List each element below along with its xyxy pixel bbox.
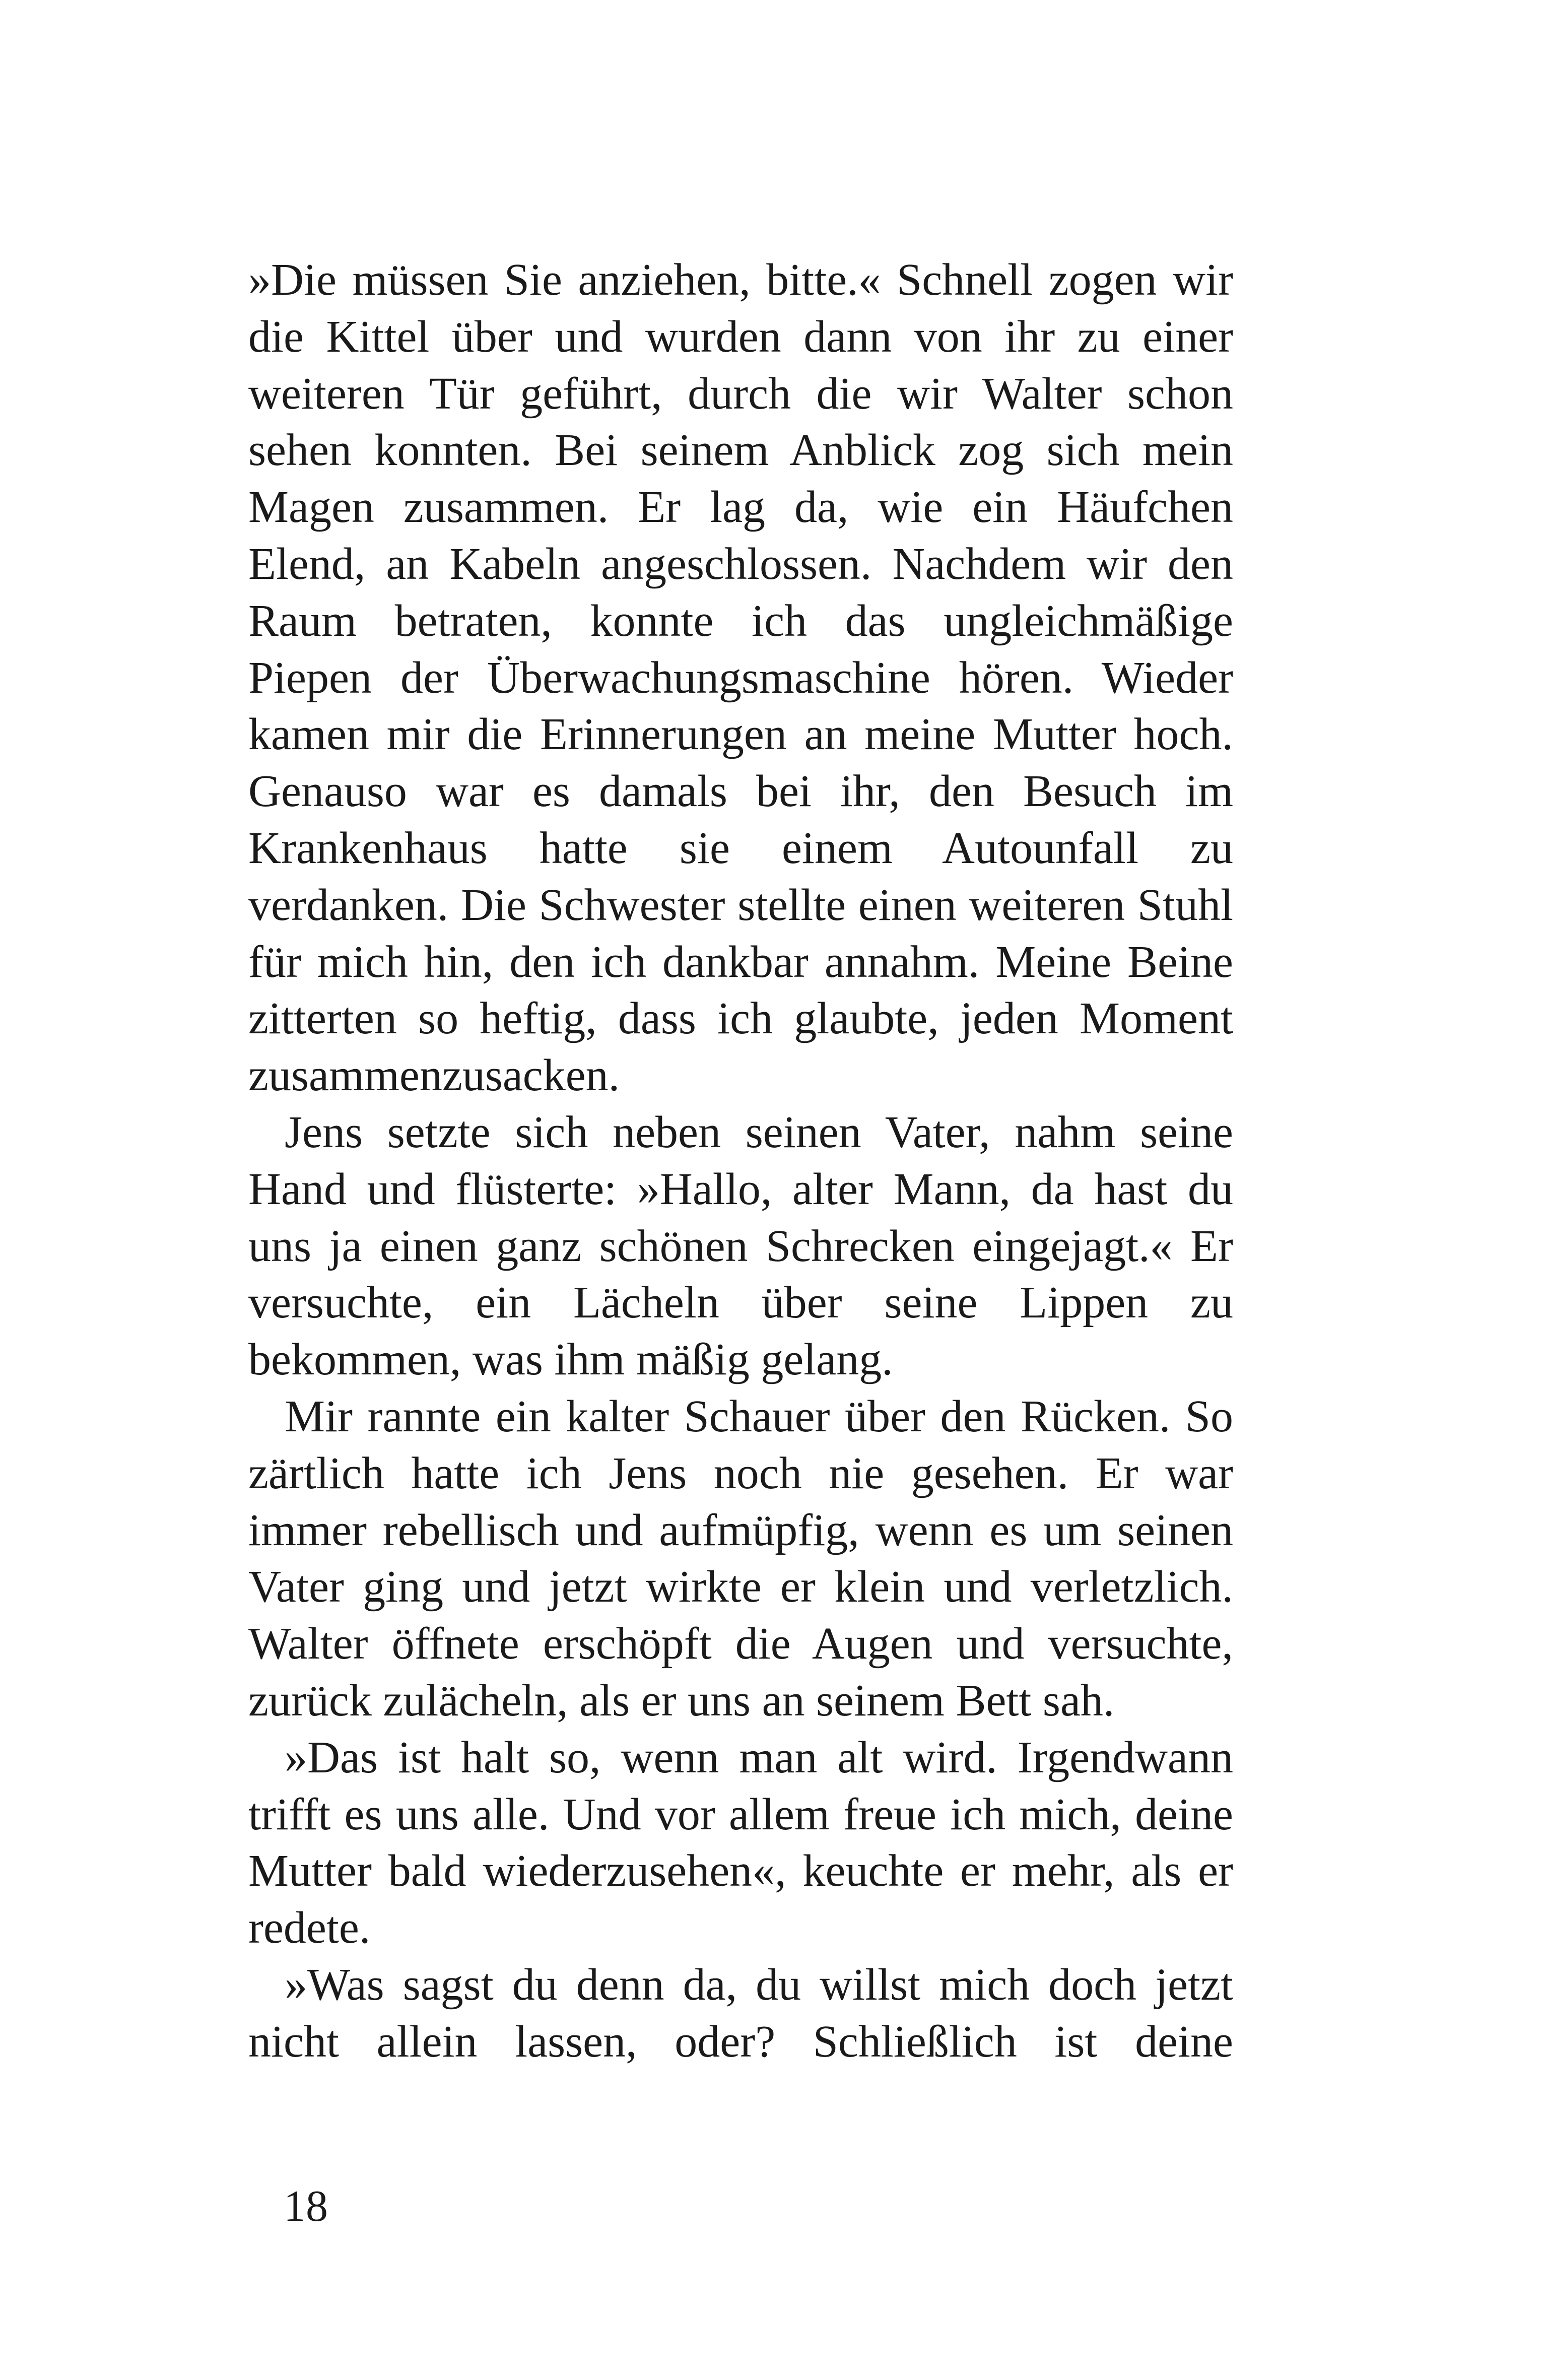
paragraph: Jens setzte sich neben seinen Vater, nahm seine Hand und flüsterte: »Hallo, alter Mann, da hast du uns ja einen ganz schönen Schrecken eingejagt.« Er versuchte, ein Lächeln über seine Lippen zu bekommen, was ihm mäßig gelang.	[248, 1107, 1233, 1385]
paragraph: Mir rannte ein kalter Schauer über den Rücken. So zärtlich hatte ich Jens noch nie gesehen. Er war immer rebellisch und aufmüpfig, wenn es um seinen Vater ging und jetzt wirkte er klein und verletzlich. Walter öffnete erschöpft die Augen und versuchte, zurück zulächeln, als er uns an seinem Bett sah.	[248, 1391, 1233, 1726]
paragraph: »Das ist halt so, wenn man alt wird. Irgendwann trifft es uns alle. Und vor allem freue ich mich, deine Mutter bald wiederzusehen«, keuchte er mehr, als er redete.	[248, 1732, 1233, 1953]
paragraph: »Was sagst du denn da, du willst mich doch jetzt nicht allein lassen, oder? Schließlich ist deine	[248, 1959, 1233, 2067]
page-number: 18	[284, 2182, 328, 2231]
body-text	[248, 252, 1233, 2071]
paragraph: »Die müssen Sie anziehen, bitte.« Schnell zogen wir die Kittel über und wurden dann von ihr zu einer weiteren Tür geführt, durch die wir Walter schon sehen konnten. Bei seinem Anblick zog sich mein Magen zusammen. Er lag da, wie ein Häufchen Elend, an Kabeln angeschlossen. Nachdem wir den Raum betraten, konnte ich das ungleichmäßige Piepen der Überwachungsmaschine hören. Wieder kamen mir die Erinnerungen an meine Mutter hoch. Genauso war es damals bei ihr, den Besuch im Krankenhaus hatte sie einem Autounfall zu verdanken. Die Schwester stellte einen weiteren Stuhl für mich hin, den ich dankbar annahm. Meine Beine zitterten so heftig, dass ich glaubte, jeden Moment zusammenzusacken.	[248, 255, 1233, 1101]
